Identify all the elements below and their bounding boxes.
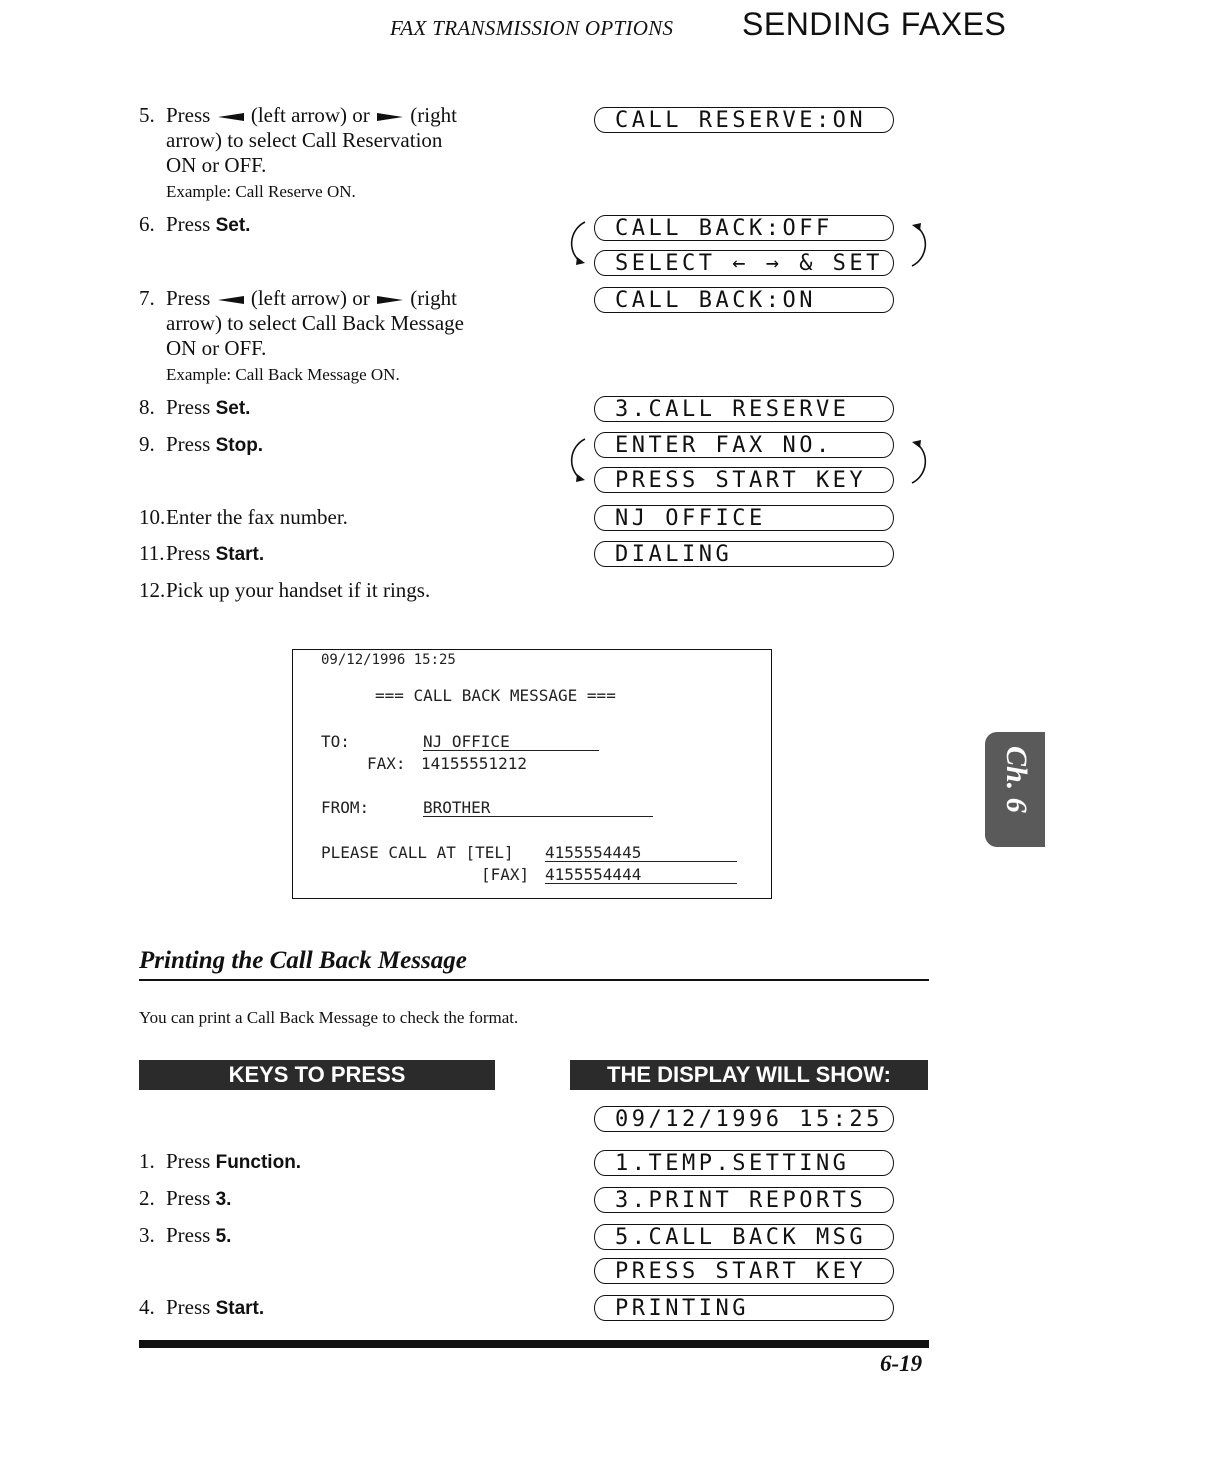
keys-to-press-banner: KEYS TO PRESS bbox=[139, 1060, 495, 1090]
key-label: 5. bbox=[215, 1226, 232, 1247]
lcd-display: 1.TEMP.SETTING bbox=[594, 1150, 894, 1176]
step-text bbox=[166, 395, 506, 421]
lcd-display: PRESS START KEY bbox=[594, 1258, 894, 1284]
step-text-part: (left arrow) or bbox=[250, 286, 370, 310]
step-example: Example: Call Reserve ON. bbox=[166, 182, 356, 201]
step-11 bbox=[139, 541, 539, 567]
step-text-part: (right bbox=[410, 103, 457, 127]
step-9 bbox=[139, 432, 539, 458]
fax2-value: 4155554444 bbox=[545, 865, 642, 884]
step-6 bbox=[139, 212, 539, 238]
step-text-part: arrow) to select Call Back Message bbox=[166, 311, 464, 335]
lcd-display: NJ OFFICE bbox=[594, 505, 894, 531]
from-value: BROTHER bbox=[423, 798, 491, 817]
step-text-part: Pick up your handset if it rings. bbox=[166, 578, 431, 602]
step-b-4 bbox=[139, 1295, 539, 1321]
lcd-display: 09/12/1996 15:25 bbox=[594, 1106, 894, 1132]
message-title: === CALL BACK MESSAGE === bbox=[375, 686, 616, 705]
step-text-part: Enter the fax number. bbox=[166, 505, 348, 529]
message-datetime: 09/12/1996 15:25 bbox=[321, 652, 456, 668]
left-arrow-icon bbox=[218, 296, 244, 304]
lcd-display: 3.PRINT REPORTS bbox=[594, 1187, 894, 1213]
from-label: FROM: bbox=[321, 798, 370, 817]
step-text bbox=[166, 432, 506, 458]
step-text-part: Press bbox=[166, 103, 211, 127]
step-text-part: (right bbox=[410, 286, 457, 310]
fax-value: 14155551212 bbox=[421, 754, 527, 773]
lcd-display: ENTER FAX NO. bbox=[594, 432, 894, 458]
section-rule bbox=[139, 979, 929, 981]
chapter-tab bbox=[985, 732, 1045, 847]
lcd-display: CALL BACK:ON bbox=[594, 287, 894, 313]
step-text-part: Press bbox=[166, 541, 211, 565]
section-title: Printing the Call Back Message bbox=[139, 947, 467, 974]
loop-right-arrow-icon bbox=[908, 220, 934, 268]
fax-label: FAX: bbox=[367, 754, 406, 773]
please-call-label: PLEASE CALL AT [TEL] bbox=[321, 843, 514, 862]
loop-left-arrow-icon bbox=[563, 437, 589, 485]
step-number: 7. bbox=[139, 286, 155, 310]
step-text bbox=[166, 1295, 506, 1321]
step-text bbox=[166, 578, 506, 603]
footer-rule bbox=[139, 1340, 929, 1348]
lcd-display: PRINTING bbox=[594, 1295, 894, 1321]
step-text-part: ON or OFF. bbox=[166, 336, 267, 360]
display-will-show-banner: THE DISPLAY WILL SHOW: bbox=[570, 1060, 928, 1090]
step-text bbox=[166, 1149, 506, 1175]
lcd-display: DIALING bbox=[594, 541, 894, 567]
step-text-part: Press bbox=[166, 432, 211, 456]
fax2-label: [FAX] bbox=[481, 865, 530, 884]
to-underline bbox=[423, 732, 599, 751]
step-text bbox=[166, 103, 586, 203]
step-5 bbox=[139, 103, 539, 203]
step-number: 8. bbox=[139, 395, 155, 419]
step-text-part: Press bbox=[166, 1223, 211, 1247]
step-number: 9. bbox=[139, 432, 155, 456]
step-number: 6. bbox=[139, 212, 155, 236]
step-number: 4. bbox=[139, 1295, 155, 1319]
lcd-display: CALL BACK:OFF bbox=[594, 215, 894, 241]
key-label: Start. bbox=[215, 544, 265, 565]
step-number: 10. bbox=[139, 505, 166, 529]
step-number: 3. bbox=[139, 1223, 155, 1247]
right-arrow-icon bbox=[377, 296, 403, 304]
step-b-1 bbox=[139, 1149, 539, 1175]
step-example: Example: Call Back Message ON. bbox=[166, 365, 400, 384]
lcd-display: PRESS START KEY bbox=[594, 467, 894, 493]
step-number: 12. bbox=[139, 578, 166, 602]
page-number: 6-19 bbox=[880, 1351, 923, 1376]
key-label: Stop. bbox=[215, 435, 264, 456]
step-text-part: ON or OFF. bbox=[166, 153, 267, 177]
lcd-display: 3.CALL RESERVE bbox=[594, 396, 894, 422]
step-7 bbox=[139, 286, 539, 386]
lcd-display: SELECT ← → & SET bbox=[594, 250, 894, 276]
step-12 bbox=[139, 578, 539, 604]
step-text bbox=[166, 286, 586, 386]
step-number: 11. bbox=[139, 541, 165, 565]
step-text bbox=[166, 541, 506, 567]
step-text-part: Press bbox=[166, 1186, 211, 1210]
step-text-part: Press bbox=[166, 1149, 211, 1173]
step-number: 5. bbox=[139, 103, 155, 127]
lcd-display: CALL RESERVE:ON bbox=[594, 107, 894, 133]
from-underline bbox=[423, 798, 653, 817]
step-number: 2. bbox=[139, 1186, 155, 1210]
tel-underline bbox=[545, 843, 737, 862]
step-8 bbox=[139, 395, 539, 421]
key-label: Set. bbox=[215, 398, 251, 419]
right-arrow-icon bbox=[377, 113, 403, 121]
lcd-display: 5.CALL BACK MSG bbox=[594, 1224, 894, 1250]
step-text-part: Press bbox=[166, 1295, 211, 1319]
step-text-part: Press bbox=[166, 286, 211, 310]
step-10 bbox=[139, 505, 539, 531]
step-text bbox=[166, 1223, 506, 1249]
to-label: TO: bbox=[321, 732, 350, 751]
step-text-part: Press bbox=[166, 395, 211, 419]
step-text-part: Press bbox=[166, 212, 211, 236]
key-label: Set. bbox=[215, 215, 251, 236]
step-text-part: arrow) to select Call Reservation bbox=[166, 128, 443, 152]
header-section-title: FAX TRANSMISSION OPTIONS bbox=[390, 16, 674, 40]
loop-right-arrow-icon bbox=[908, 437, 934, 485]
chapter-tab-label: Ch. 6 bbox=[1000, 746, 1033, 813]
step-text-part: (left arrow) or bbox=[250, 103, 370, 127]
fax2-underline bbox=[545, 865, 737, 884]
to-value: NJ OFFICE bbox=[423, 732, 510, 751]
loop-left-arrow-icon bbox=[563, 220, 589, 268]
step-b-2 bbox=[139, 1186, 539, 1212]
step-b-3 bbox=[139, 1223, 539, 1249]
section-intro: You can print a Call Back Message to check the format. bbox=[139, 1008, 519, 1027]
step-text bbox=[166, 505, 506, 530]
tel-value: 4155554445 bbox=[545, 843, 642, 862]
key-label: Function. bbox=[215, 1152, 302, 1173]
left-arrow-icon bbox=[218, 113, 244, 121]
key-label: 3. bbox=[215, 1189, 232, 1210]
key-label: Start. bbox=[215, 1298, 265, 1319]
step-text bbox=[166, 212, 506, 238]
header-chapter-title: SENDING FAXES bbox=[742, 6, 1007, 42]
step-text bbox=[166, 1186, 506, 1212]
call-back-message-sample bbox=[292, 649, 772, 899]
step-number: 1. bbox=[139, 1149, 155, 1173]
